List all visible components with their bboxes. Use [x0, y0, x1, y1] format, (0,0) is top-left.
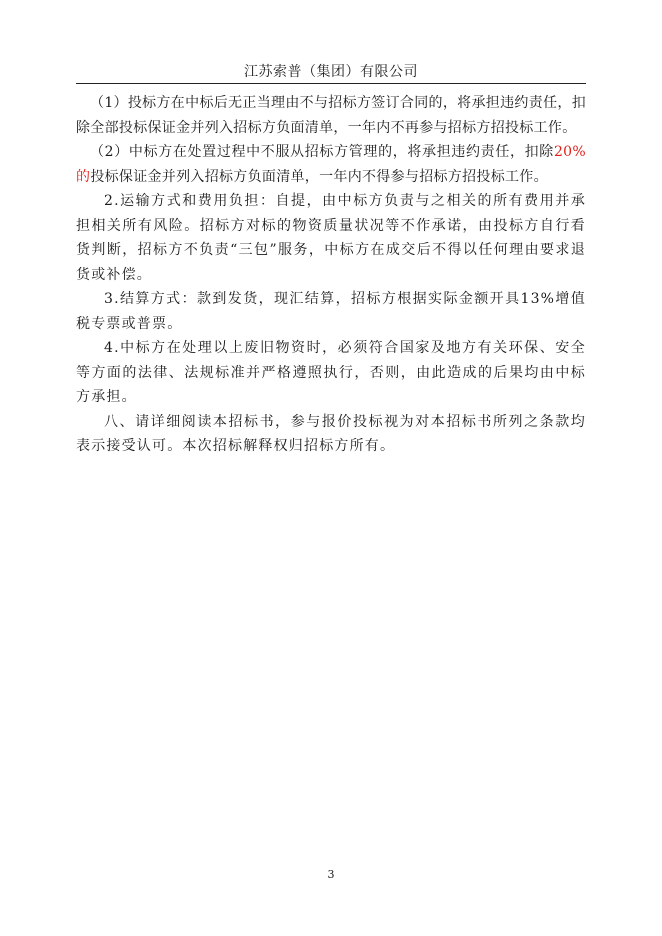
page-header-company: 江苏索普（集团）有限公司 [244, 64, 418, 80]
page-number: 3 [327, 868, 335, 881]
paragraph-winner-noncompliance-prefix: （2）中标方在处置过程中不服从招标方管理的，将承担违约责任，扣除 [90, 144, 554, 160]
paragraph-transport-costs: 2.运输方式和费用负担：自提，由中标方负责与之相关的所有费用并承担相关所有风险。招标方对标的物资质量状况等不作承诺，由投标方自行看货判断，招标方不负责“三包”服务，中标方在成交后不得以任何理由要求退货或补偿。 [76, 193, 586, 283]
paragraph-winner-noncompliance [76, 140, 586, 189]
deposit-percentage-highlight: 20%的 [76, 144, 586, 185]
paragraph-settlement: 3.结算方式：款到发货，现汇结算，招标方根据实际金额开具13%增值税专票或普票。 [76, 291, 586, 332]
header-divider [76, 83, 586, 84]
paragraph-compliance: 4.中标方在处理以上废旧物资时，必须符合国家及地方有关环保、安全等方面的法律、法规标准并严格遵照执行，否则，由此造成的后果均由中标方承担。 [76, 340, 586, 405]
paragraph-acceptance: 八、请详细阅读本招标书，参与报价投标视为对本招标书所列之条款均表示接受认可。本次招标解释权归招标方所有。 [76, 413, 586, 454]
document-body [76, 91, 586, 459]
paragraph-winner-noncompliance-suffix: 投标保证金并列入招标方负面清单，一年内不得参与招标方招投标工作。 [90, 168, 548, 185]
paragraph-bidder-default: （1）投标方在中标后无正当理由不与招标方签订合同的，将承担违约责任，扣除全部投标保证金并列入招标方负面清单，一年内不再参与招标方招投标工作。 [76, 95, 586, 136]
